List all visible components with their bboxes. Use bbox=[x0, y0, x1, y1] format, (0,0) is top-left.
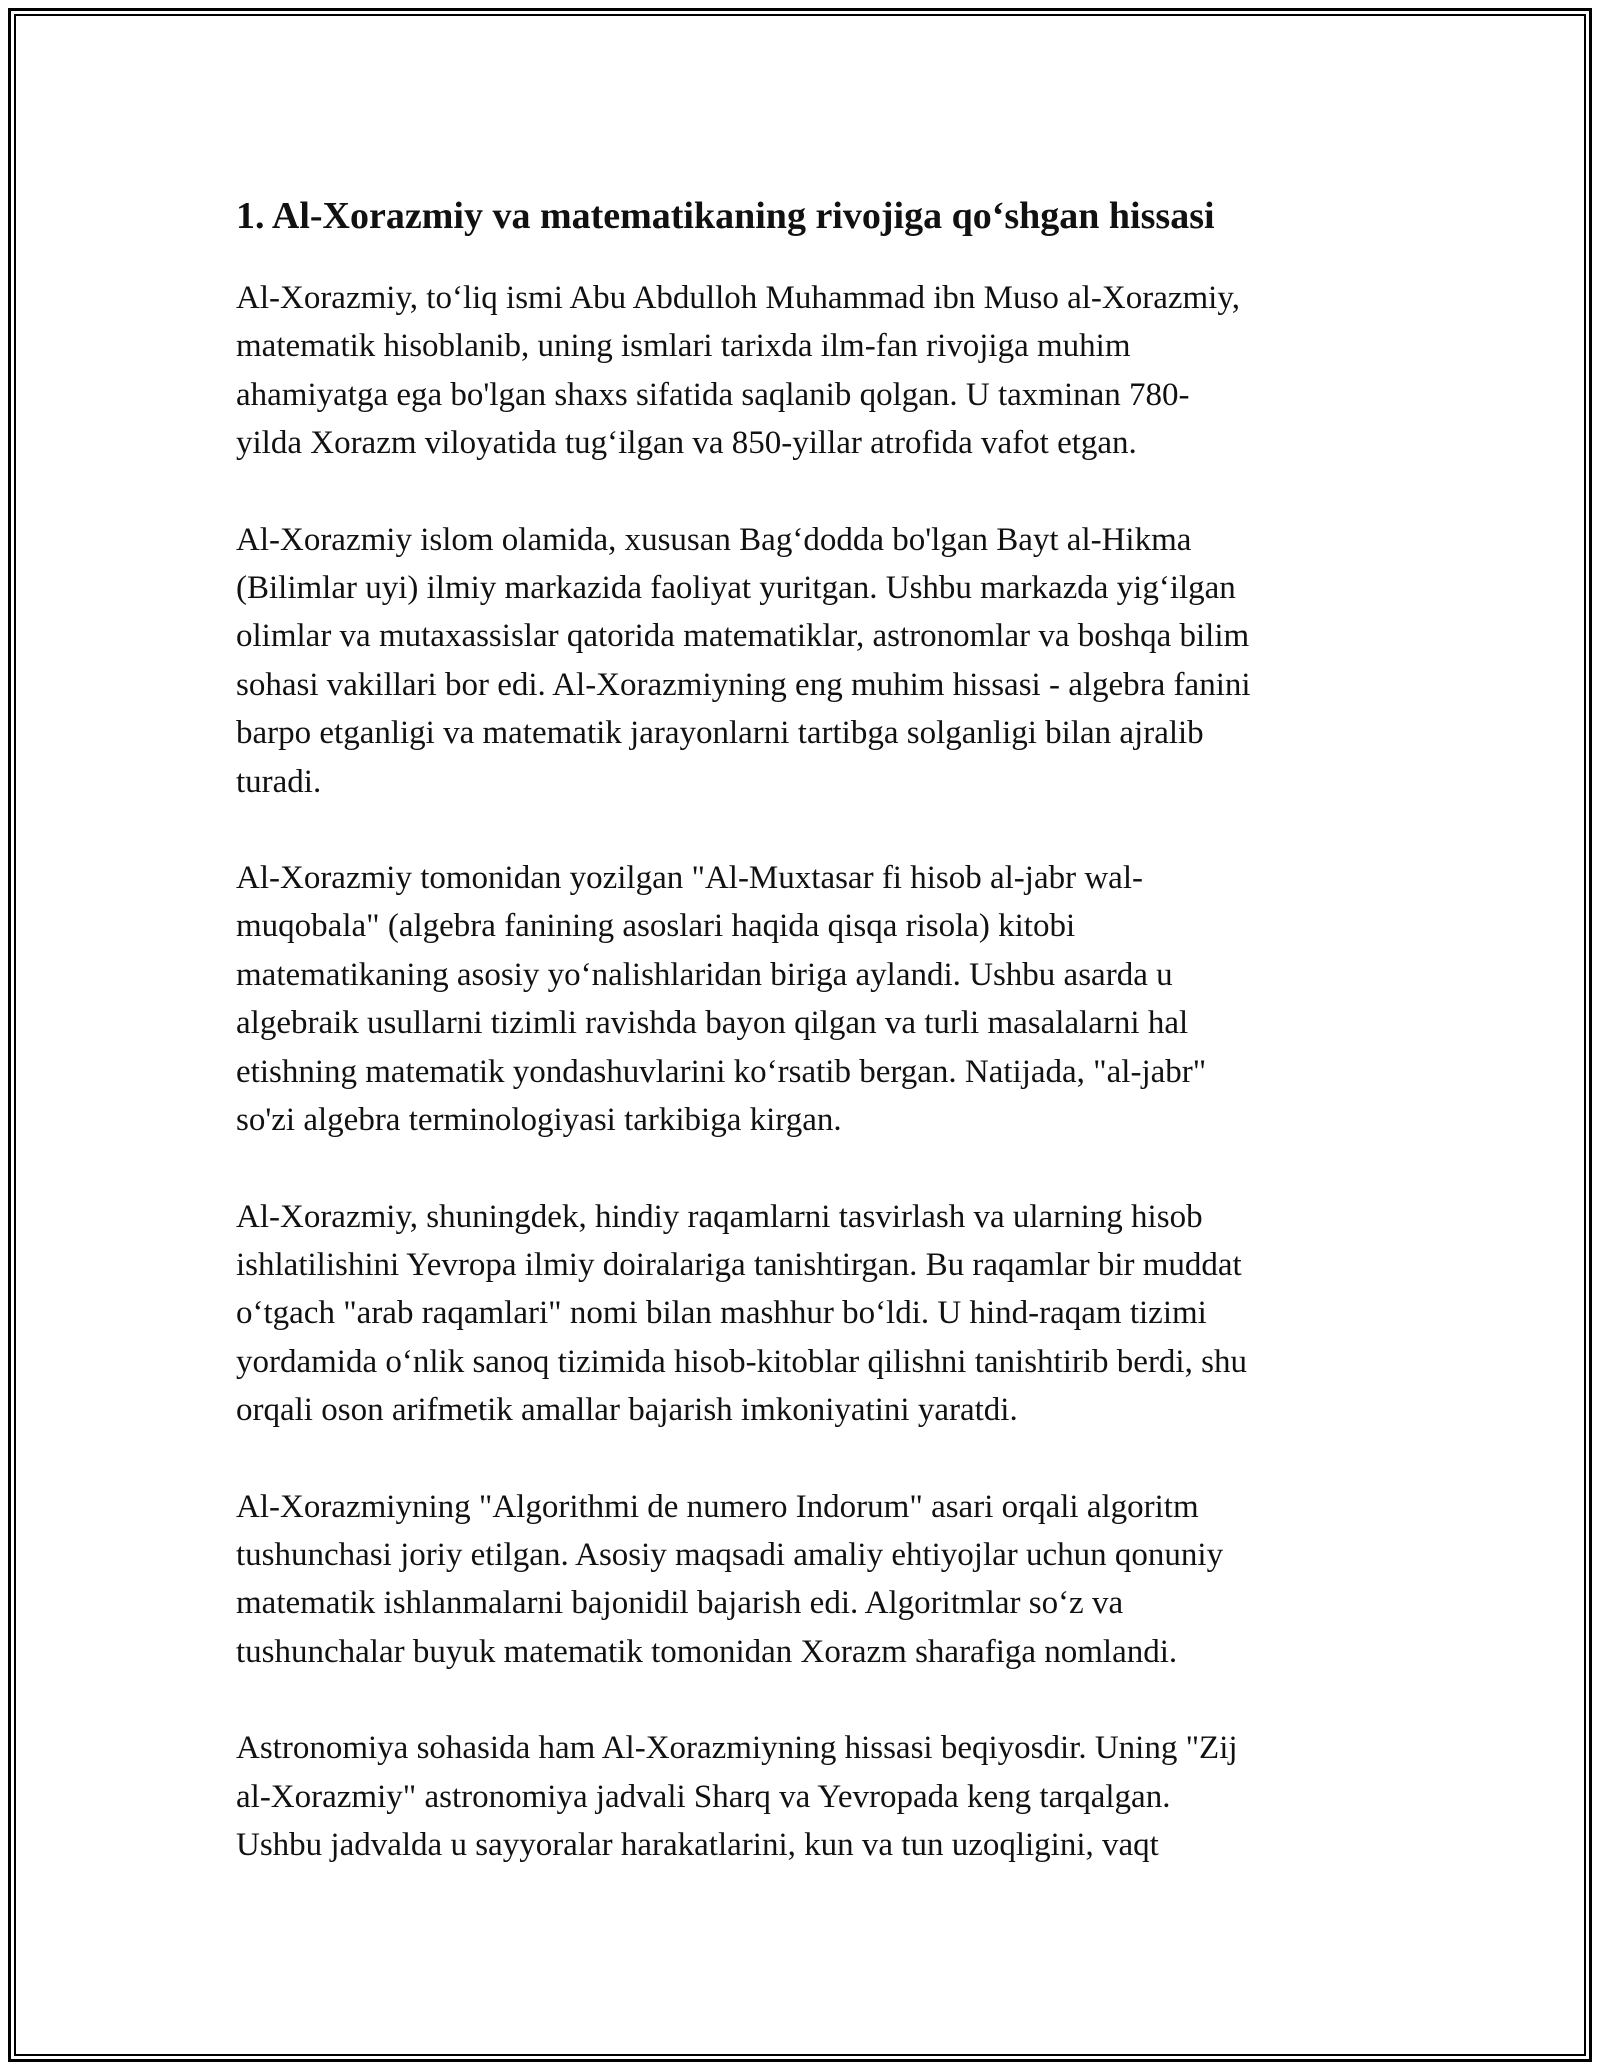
section-heading: 1. Al-Xorazmiy va matematikaning rivojiga qo‘shgan hissasi bbox=[236, 195, 1215, 237]
paragraph-2: Al-Xorazmiy islom olamida, xususan Bag‘dodda bo'lgan Bayt al-Hikma (Bilimlar uyi) ilmiy markazida faoliyat yuritgan. Ushbu markazda yig‘ilgan olimlar va mutaxassislar qatorida matematiklar, astronomlar va boshqa bilim sohasi vakillari bor edi. Al-Xorazmiyning eng muhim hissasi - algebra fanini barpo etganligi va matematik jarayonlarni tartibga solganligi bilan ajralib turadi. bbox=[236, 521, 1251, 800]
paragraph-4: Al-Xorazmiy, shuningdek, hindiy raqamlarni tasvirlash va ularning hisob ishlatilishini Yevropa ilmiy doiralariga tanishtirgan. Bu raqamlar bir muddat o‘tgach "arab raqamlari" nomi bilan mashhur bo‘ldi. U hind-raqam tizimi yordamida o‘nlik sanoq tizimida hisob-kitoblar qilishni tanishtirib berdi, shu orqali oson arifmetik amallar bajarish imkoniyatini yaratdi. bbox=[236, 1198, 1247, 1429]
paragraph-5: Al-Xorazmiyning "Algorithmi de numero Indorum" asari orqali algoritm tushunchasi joriy etilgan. Asosiy maqsadi amaliy ehtiyojlar uchun qonuniy matematik ishlanmalarni bajonidil bajarish edi. Algoritmlar so‘z va tushunchalar buyuk matematik tomonidan Xorazm sharafiga nomlandi. bbox=[236, 1488, 1224, 1670]
paragraph-1: Al-Xorazmiy, to‘liq ismi Abu Abdulloh Muhammad ibn Muso al-Xorazmiy, matematik hisoblanib, uning ismlari tarixda ilm-fan rivojiga muhim ahamiyatga ega bo'lgan shaxs sifatida saqlanib qolgan. U taxminan 780- yilda Xorazm viloyatida tug‘ilgan va 850-yillar atrofida vafot etgan. bbox=[236, 280, 1240, 462]
document-body bbox=[236, 184, 1376, 1917]
paragraph-3: Al-Xorazmiy tomonidan yozilgan "Al-Muxtasar fi hisob al-jabr wal- muqobala" (algebra fanining asoslari haqida qisqa risola) kitobi matematikaning asosiy yo‘nalishlaridan biriga aylandi. Ushbu asarda u algebraik usullarni tizimli ravishda bayon qilgan va turli masalalarni hal etishning matematik yondashuvlarini ko‘rsatib bergan. Natijada, "al-jabr" so'zi algebra terminologiyasi tarkibiga kirgan. bbox=[236, 860, 1207, 1139]
paragraph-6: Astronomiya sohasida ham Al-Xorazmiyning hissasi beqiyosdir. Uning "Zij al-Xorazmiy" astronomiya jadvali Sharq va Yevropada keng tarqalgan. Ushbu jadvalda u sayyoralar harakatlarini, kun va tun uzoqligini, vaqt bbox=[236, 1730, 1238, 1863]
